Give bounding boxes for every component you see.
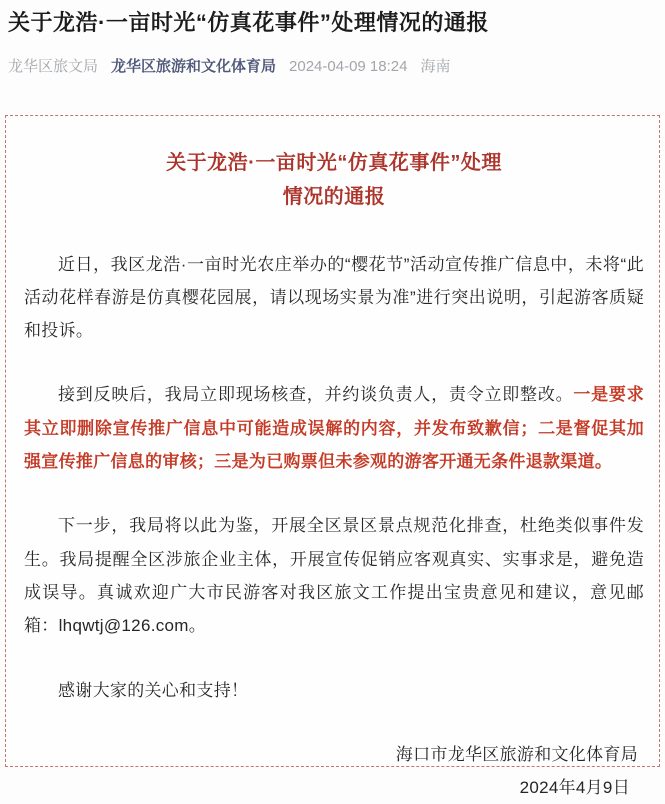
paragraph-2-normal-text: 接到反映后，我局立即现场核查，并约谈负责人，责令立即整改。 [58,385,574,405]
notice-paragraph-2 [24,378,644,478]
notice-title-line1: 关于龙浩·一亩时光“仿真花事件”处理 [166,151,502,174]
notice-title-line2: 情况的通报 [282,185,386,208]
article-meta [8,55,655,76]
meta-source-account-link[interactable]: 龙华区旅游和文化体育局 [111,57,277,75]
meta-timestamp: 2024-04-09 18:24 [289,57,408,75]
notice-paragraph-1: 近日，我区龙浩·一亩时光农庄举办的“樱花节”活动宣传推广信息中，未将“此活动花样春游是仿真樱花园展，请以现场实景为准”进行突出说明，引起游客质疑和投诉。 [24,254,644,341]
meta-source-short: 龙华区旅文局 [8,57,99,75]
feedback-email: lhqwtj@126.com [58,616,189,636]
page-title: 关于龙浩·一亩时光“仿真花事件”处理情况的通报 [8,10,489,35]
notice-title [24,146,644,214]
notice-paragraph-4: 感谢大家的关心和支持！ [58,680,249,700]
paragraph-2-emphasis-text: 一是要求其立即删除宣传推广信息中可能造成误解的内容，并发布致歉信；二是督促其加强宣传推广信息的审核；三是为已购票但未参观的游客开通无条件退款渠道。 [24,385,645,472]
meta-region: 海南 [420,57,451,75]
signature-date: 2024年4月9日 [519,777,630,797]
article-header [0,0,665,76]
paragraph-3-text: 下一步，我局将以此为鉴，开展全区景区景点规范化排查，杜绝类似事件发生。我局提醒全区涉旅企业主体，开展宣传促销应客观真实、实事求是，避免造成误导。真诚欢迎广大市民游客对我区旅文工作提出宝贵意见和建议，意见邮箱： [24,516,644,636]
signature-department: 海口市龙华区旅游和文化体育局 [395,744,638,764]
notice-body [24,248,644,707]
notice-paragraph-3 [24,509,644,642]
notice-box [5,115,660,797]
signature-block [24,738,644,804]
paragraph-3-end: 。 [188,616,207,636]
